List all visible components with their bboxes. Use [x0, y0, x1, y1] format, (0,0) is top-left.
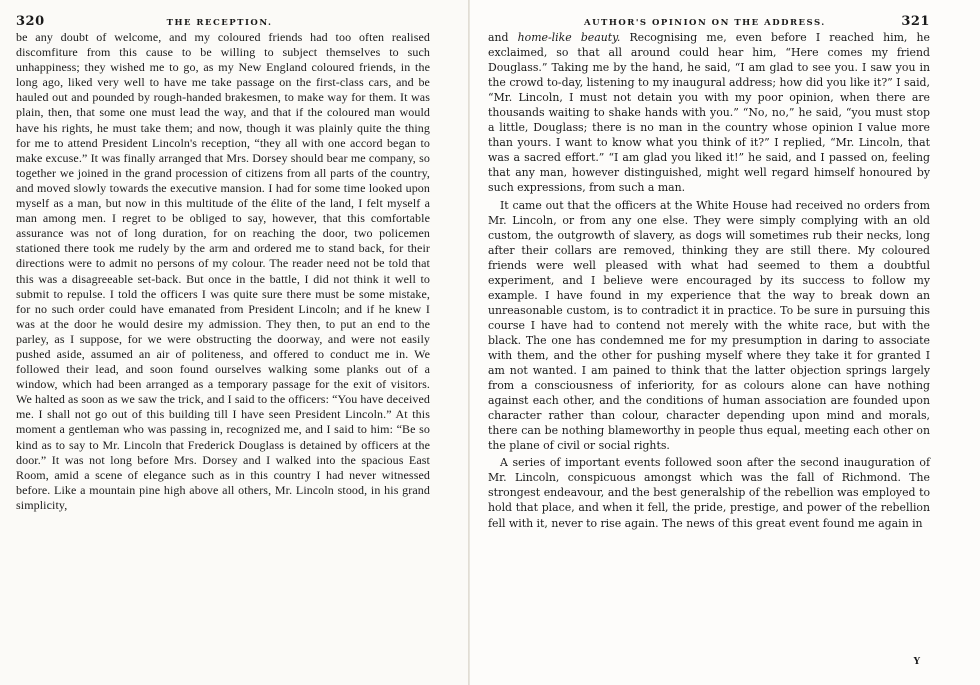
left-running-head	[16, 0, 430, 28]
signature-mark: Y	[913, 657, 920, 667]
opening-italic: home-like beauty.	[517, 31, 621, 44]
left-body-text: be any doubt of welcome, and my coloured friends had too often realised discomfiture from this cause to be willing to subject themselves to such unhappiness; they wished me to go, as my New England coloured friends, in the long ago, liked very well to have me take passage on the first-class cars, and be hauled out and pounded by rough-handed brakesmen, to make way for them. It was plain, then, that some one must lead the way, and that if the coloured man would have his rights, he must take them; and now, though it was plainly quite the thing for me to attend President Lincoln's reception, “they all with one accord began to make excuse.” It was finally arranged that Mrs. Dorsey should bear me company, so together we joined in the grand procession of citizens from all parts of the country, and moved slowly towards the executive mansion. I had for some time looked upon myself as a man, but now in this multitude of the élite of the land, I felt myself a man among men. I regret to be obliged to say, however, that this comfortable assurance was not of long duration, for on reaching the door, two policemen stationed there took me rudely by the arm and ordered me to stand back, for their directions were to admit no persons of my colour. The reader need not be told that this was a disagreeable set-back. But once in the battle, I did not think it well to submit to repulse. I told the officers I was quite sure there must be some mistake, for no such order could have emanated from President Lincoln; and if he knew I was at the door he would desire my admission. They then, to put an end to the parley, as I suppose, for we were obstructing the doorway, and were not easily pushed aside, assumed an air of politeness, and offered to conduct me in. We followed their lead, and soon found ourselves walking some planks out of a window, which had been arranged as a temporary passage for the exit of visitors. We halted as soon as we saw the trick, and I said to the officers: “You have deceived me. I shall not go out of this building till I have seen President Lincoln.” At this moment a gentleman who was passing in, recognized me, and I said to him: “Be so kind as to say to Mr. Lincoln that Frederick Douglass is detained by officers at the door.” It was not long before Mrs. Dorsey and I walked into the spacious East Room, amid a scene of elegance such as in this country I had never witnessed before. Like a mountain pine high above all others, Mr. Lincoln stood, in his grand simplicity,	[16, 30, 430, 512]
right-page-number: 321	[901, 14, 930, 29]
left-page-number: 320	[16, 14, 45, 29]
right-paragraph-1	[488, 30, 930, 196]
right-running-title: AUTHOR'S OPINION ON THE ADDRESS.	[584, 18, 826, 28]
right-paragraph-3: A series of important events followed soon after the second inauguration of Mr. Lincoln, conspicuous amongst which was the fall of Richmond. The strongest endeavour, and the best generalship of the rebellion was employed to hold that place, and when it fell, the pride, prestige, and power of the rebellion fell with it, never to rise again. The news of this great event found me again in	[488, 456, 930, 530]
opening-rest: Recognising me, even before I reached him, he exclaimed, so that all around could hear him, “Here comes my friend Douglass.” Taking me by the hand, he said, “I am glad to see you. I saw you in the crowd to-day, listening to my inaugural address; how did you like it?” I said, “Mr. Lincoln, I must not detain you with my poor opinion, when there are thousands waiting to shake hands with you.” “No, no,” he said, “you must stop a little, Douglass; there is no man in the country whose opinion I value more than yours. I want to know what you think of it?” I replied, “Mr. Lincoln, that was a sacred effort.” “I am glad you liked it!” he said, and I passed on, feeling that any man, however distinguished, might well regard himself honoured by such expressions, from such a man.	[488, 31, 930, 195]
left-running-title: THE RECEPTION.	[166, 18, 273, 28]
right-running-head	[488, 0, 930, 28]
left-page	[0, 0, 470, 685]
right-paragraph-2: It came out that the officers at the White House had received no orders from Mr. Lincoln, or from any one else. They were simply complying with an old custom, the outgrowth of slavery, as dogs will sometimes rub their necks, long after their collars are removed, thinking they are still there. My coloured friends were well pleased with what had seemed to them a doubtful experiment, and I believe were encouraged by its success to follow my example. I have found in my experience that the way to break down an unreasonable custom, is to contradict it in practice. To be sure in pursuing this course I have had to contend not merely with the white race, but with the black. The one has condemned me for my presumption in daring to associate with them, and the other for pushing myself where they take it for granted I am not wanted. I am pained to think that the latter objection springs largely from a consciousness of inferiority, for as colours alone can have nothing against each other, and the conditions of human association are founded upon character rather than colour, character depending upon mind and morals, there can be nothing blameworthy in people thus equal, meeting each other on the plane of civil or social rights.	[488, 198, 930, 453]
opening-lead: and	[488, 31, 509, 44]
right-page	[470, 0, 980, 685]
